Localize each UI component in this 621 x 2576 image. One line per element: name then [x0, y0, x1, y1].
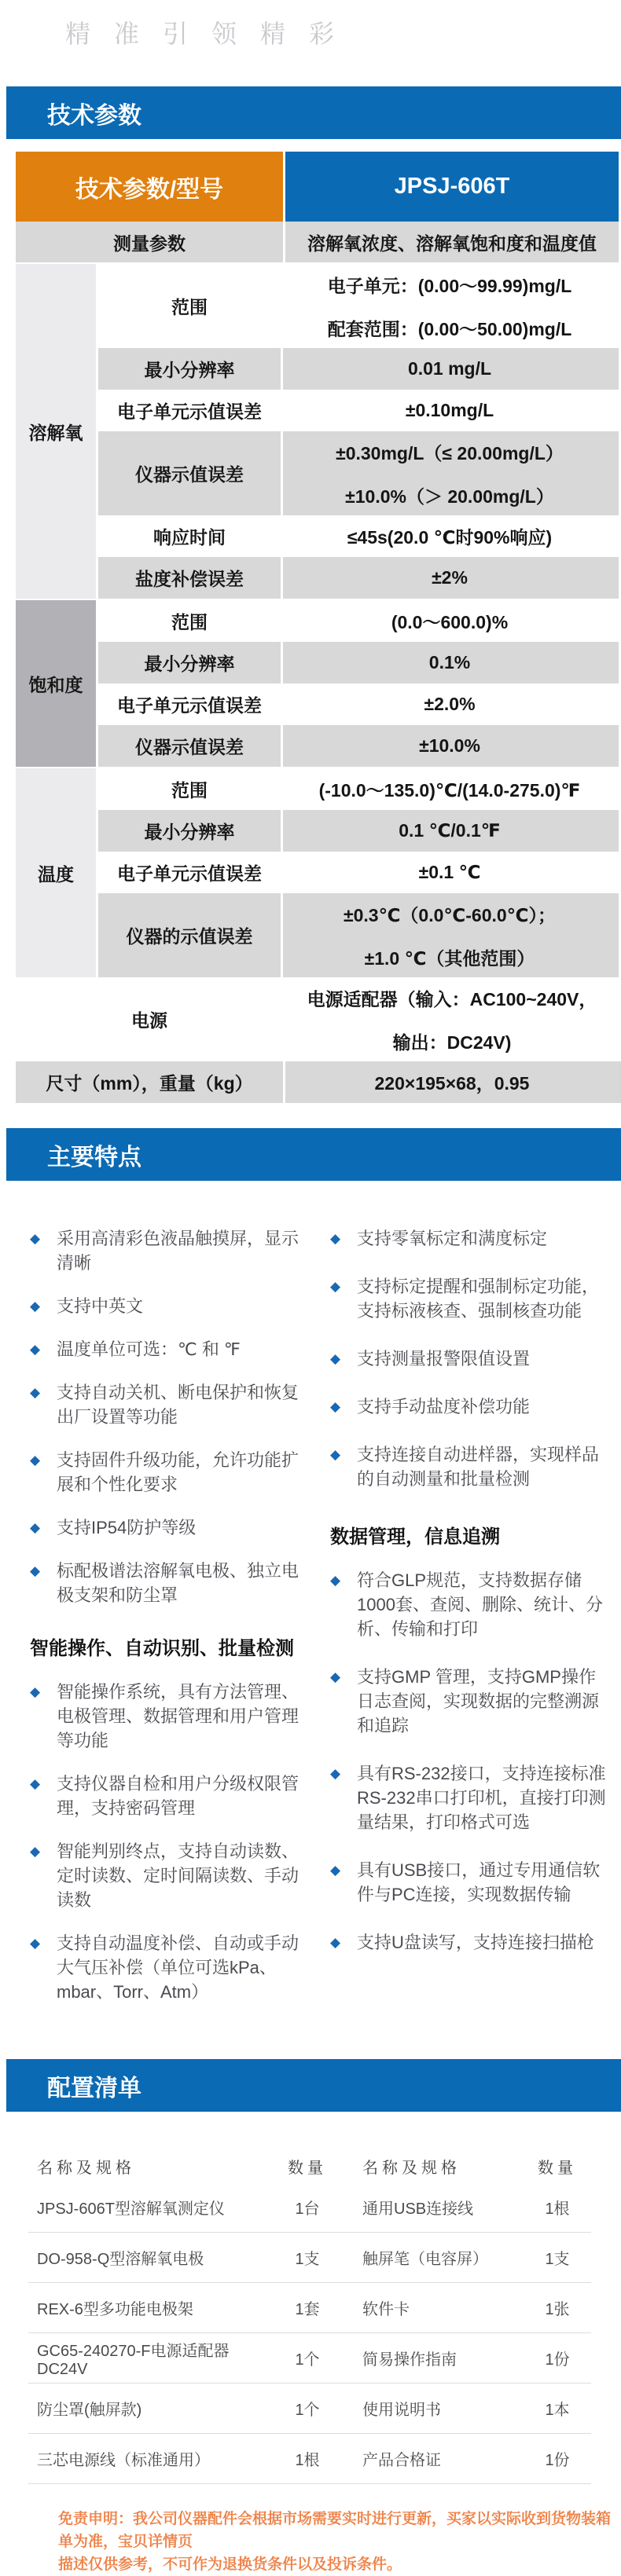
feature-text: 支持标定提醒和强制标定功能，支持标液核查、强制核查功能: [357, 1277, 600, 1321]
config-row: [28, 2333, 591, 2384]
feature-item: [330, 1274, 610, 1323]
diamond-bullet-icon: ◆: [30, 1231, 41, 1246]
spec-row: [98, 852, 619, 893]
feature-text: 标配极谱法溶解氧电极、独立电极支架和防尘罩: [57, 1561, 299, 1605]
config-item-qty: 1套: [295, 2301, 320, 2318]
config-row: [28, 2384, 591, 2434]
feature-text: 支持自动温度补偿、自动或手动大气压补偿（单位可选kPa、mbar、Torr、Atm）: [57, 1933, 299, 2002]
spec-group-rows: [98, 768, 619, 977]
feature-item: [330, 1226, 610, 1251]
diamond-bullet-icon: ◆: [30, 1342, 41, 1357]
spec-value: [283, 683, 616, 725]
spec-row: [16, 977, 621, 1061]
spec-value-line: 输出：DC24V): [392, 1031, 512, 1053]
spec-value: [283, 893, 616, 977]
feature-text: 支持固件升级功能，允许功能扩展和个性化要求: [57, 1450, 299, 1494]
diamond-bullet-icon: ◆: [330, 1399, 341, 1414]
spec-value-line: (0.0～600.0)%: [391, 612, 509, 632]
spec-value: [283, 852, 616, 893]
config-table-header: [28, 2149, 591, 2182]
config-header-cell: 名称及规格: [362, 2159, 461, 2177]
spec-value-line: ±0.1 ℃: [418, 862, 481, 882]
section-title: 技术参数: [47, 102, 141, 129]
spec-group-label: 温度: [16, 768, 98, 977]
config-item-name: 防尘罩(触屏款): [37, 2402, 142, 2419]
feature-item: [330, 1761, 610, 1834]
diamond-bullet-icon: ◆: [330, 1279, 341, 1294]
config-table: [28, 2149, 591, 2484]
spec-value-line: ±10.0%（＞ 20.00mg/L）: [345, 486, 554, 507]
config-row: [28, 2182, 591, 2233]
config-item-qty: 1个: [295, 2402, 320, 2419]
spec-row: [16, 1061, 621, 1103]
spec-table-body: [16, 262, 621, 1103]
spec-value: [283, 768, 616, 810]
diamond-bullet-icon: ◆: [30, 1844, 41, 1859]
spec-value-line: 电源适配器（输入：AC100~240V，: [307, 988, 597, 1010]
spec-value-line: 0.1%: [428, 652, 471, 672]
feature-text: 支持测量报警限值设置: [357, 1349, 531, 1369]
section-bar-config-list: [6, 2059, 621, 2112]
measure-params-value: 溶解氧浓度、溶解氧饱和度和温度值: [285, 222, 619, 262]
spec-value-line: 电子单元：(0.00～99.99)mg/L: [327, 275, 572, 296]
spec-value-line: 0.01 mg/L: [407, 358, 492, 379]
feature-item: [30, 1294, 307, 1318]
spec-value: [283, 348, 616, 390]
spec-value-line: ±0.3℃（0.0℃-60.0℃）；: [343, 904, 557, 925]
spec-param-label: 范围: [98, 768, 283, 810]
diamond-bullet-icon: ◆: [30, 1453, 41, 1468]
spec-value: [283, 390, 616, 431]
diamond-bullet-icon: ◆: [30, 1520, 41, 1535]
spec-value: [283, 431, 616, 515]
diamond-bullet-icon: ◆: [330, 1573, 341, 1588]
spec-row: [98, 390, 619, 431]
config-item-name: 简易操作指南: [362, 2351, 457, 2369]
diamond-bullet-icon: ◆: [30, 1299, 41, 1314]
spec-row: [98, 893, 619, 977]
spec-value: [283, 264, 616, 348]
disclaimer-line1: 免责申明：我公司仪器配件会根据市场需要实时进行更新，买家以实际收到货物装箱单为准，宝贝详情页: [58, 2511, 612, 2550]
feature-text: 支持手动盐度补偿功能: [357, 1397, 531, 1416]
spec-row: [98, 515, 619, 557]
feature-item: [330, 1858, 610, 1907]
spec-header-model: JPSJ-606T: [285, 152, 619, 222]
config-item-name: 使用说明书: [362, 2402, 441, 2419]
spec-value: [283, 725, 616, 767]
spec-row: [98, 431, 619, 515]
spec-param-label: 响应时间: [98, 515, 283, 557]
diamond-bullet-icon: ◆: [330, 1669, 341, 1684]
spec-table: [16, 152, 621, 1103]
spec-row: [98, 810, 619, 852]
feature-item: [330, 1568, 610, 1641]
section-title: 配置清单: [47, 2075, 141, 2101]
feature-text: 支持自动关机、断电保护和恢复出厂设置等功能: [57, 1383, 299, 1427]
spec-value: [283, 515, 616, 557]
spec-value-line: ±0.10mg/L: [405, 400, 494, 420]
spec-value-line: ±10.0%: [419, 735, 480, 756]
spec-row: [98, 264, 619, 348]
spec-group-rows: [98, 264, 619, 599]
config-item-name: DO-958-Q型溶解氧电极: [37, 2251, 204, 2268]
feature-text: 采用高清彩色液晶触摸屏，显示清晰: [57, 1229, 299, 1273]
features-subheading: 智能操作、自动识别、批量检测: [30, 1638, 294, 1659]
feature-item: [30, 1839, 307, 1912]
spec-param-label: 最小分辨率: [98, 642, 283, 683]
spec-row: [98, 557, 619, 599]
config-item-qty: 1张: [545, 2301, 570, 2318]
spec-param-label: 电子单元示值误差: [98, 683, 283, 725]
diamond-bullet-icon: ◆: [330, 1766, 341, 1781]
section-bar-features: [6, 1128, 621, 1181]
section-title: 主要特点: [47, 1144, 141, 1171]
features-column-right: [330, 1226, 610, 2023]
feature-item: [30, 1448, 307, 1497]
config-item-name: 通用USB连接线: [362, 2200, 474, 2218]
spec-value-line: ±1.0 ℃（其他范围）: [364, 947, 535, 969]
spec-row: [98, 683, 619, 725]
spec-param-label: 电子单元示值误差: [98, 390, 283, 431]
feature-item: [30, 1380, 307, 1429]
spec-param-label: 范围: [98, 264, 283, 348]
brand-slogan: 精准引领精彩: [65, 20, 358, 48]
config-item-name: 软件卡: [362, 2301, 410, 2318]
spec-value-line: ±2%: [432, 567, 468, 588]
spec-group: [16, 599, 621, 767]
spec-group: [16, 262, 621, 599]
spec-value-line: ≤45s(20.0 ℃时90%响应): [347, 527, 553, 548]
feature-text: 符合GLP规范，支持数据存储1000套、查阅、删除、统计、分析、传输和打印: [357, 1570, 603, 1639]
config-item-qty: 1支: [295, 2251, 320, 2268]
feature-item: [330, 1347, 610, 1371]
spec-row: [98, 600, 619, 642]
feature-item: [30, 1931, 307, 2004]
spec-value-line: 220×195×68，0.95: [374, 1073, 530, 1094]
disclaimer: [58, 2508, 621, 2576]
spec-value: [283, 642, 616, 683]
diamond-bullet-icon: ◆: [330, 1231, 341, 1246]
feature-text: 具有RS-232接口，支持连接标准RS-232串口打印机，直接打印测量结果，打印格式可选: [357, 1764, 606, 1832]
spec-value-line: 0.1 ℃/0.1℉: [399, 820, 501, 841]
diamond-bullet-icon: ◆: [330, 1935, 341, 1950]
diamond-bullet-icon: ◆: [30, 1385, 41, 1400]
feature-text: 温度单位可选：℃ 和 ℉: [57, 1339, 241, 1359]
spec-value: [283, 810, 616, 852]
feature-item: [330, 1394, 610, 1419]
config-item-name: 产品合格证: [362, 2452, 441, 2469]
spec-value: [283, 600, 616, 642]
feature-text: 智能操作系统，具有方法管理、电极管理、数据管理和用户管理等功能: [57, 1682, 299, 1750]
features-subheading: 数据管理，信息追溯: [330, 1526, 500, 1548]
disclaimer-line2: 描述仅供参考，不可作为退换货条件以及投诉条件。: [58, 2556, 402, 2573]
spec-param-label: 电源: [16, 977, 285, 1061]
feature-text: 智能判别终点，支持自动读数、定时读数、定时间隔读数、手动读数: [57, 1841, 299, 1910]
feature-text: 支持GMP 管理，支持GMP操作日志查阅，实现数据的完整溯源和追踪: [357, 1667, 600, 1735]
spec-table-header: [16, 152, 621, 222]
spec-group-label: 饱和度: [16, 600, 98, 767]
measure-params-label: 测量参数: [16, 222, 285, 262]
feature-item: [30, 1772, 307, 1820]
spec-param-label: 最小分辨率: [98, 348, 283, 390]
feature-item: [30, 1337, 307, 1361]
feature-item: [30, 1226, 307, 1275]
config-item-qty: 1台: [295, 2200, 320, 2218]
spec-value-line: 配套范围：(0.00～50.00)mg/L: [327, 318, 572, 339]
config-item-qty: 1根: [545, 2200, 570, 2218]
measure-params-row: [16, 222, 621, 262]
spec-value: [285, 977, 619, 1061]
spec-param-label: 仪器的示值误差: [98, 893, 283, 977]
spec-param-label: 盐度补偿误差: [98, 557, 283, 599]
config-item-name: 触屏笔（电容屏）: [362, 2251, 488, 2268]
features-column-left: [30, 1226, 307, 2023]
spec-param-label: 仪器示值误差: [98, 725, 283, 767]
spec-group-label: 溶解氧: [16, 264, 98, 599]
config-row: [28, 2283, 591, 2333]
spec-param-label: 尺寸（mm），重量（kg）: [16, 1061, 285, 1103]
config-item-name: 三芯电源线（标准通用）: [37, 2452, 210, 2469]
config-item-qty: 1根: [295, 2452, 320, 2469]
feature-item: [330, 1442, 610, 1491]
spec-param-label: 电子单元示值误差: [98, 852, 283, 893]
feature-item: [30, 1515, 307, 1540]
spec-value-line: ±2.0%: [424, 694, 476, 714]
config-row: [28, 2434, 591, 2484]
feature-text: 支持U盘读写，支持连接扫描枪: [357, 1933, 594, 1952]
feature-text: 支持零氧标定和满度标定: [357, 1229, 548, 1248]
config-item-name: JPSJ-606T型溶解氧测定仪: [37, 2200, 225, 2218]
feature-item: [330, 1930, 610, 1955]
spec-value-line: (-10.0～135.0)℃/(14.0-275.0)℉: [318, 780, 581, 801]
spec-group-rows: [98, 600, 619, 767]
spec-value: [285, 1061, 619, 1103]
config-item-name: REX-6型多功能电极架: [37, 2301, 193, 2318]
config-item-qty: 1个: [295, 2351, 320, 2369]
section-bar-technical-params: [6, 86, 621, 139]
feature-item: [330, 1665, 610, 1738]
config-item-qty: 1支: [545, 2251, 570, 2268]
spec-row: [98, 642, 619, 683]
config-header-cell: 数量: [538, 2159, 577, 2177]
config-row: [28, 2233, 591, 2283]
feature-text: 支持连接自动进样器，实现样品的自动测量和批量检测: [357, 1445, 600, 1489]
config-table-body: [28, 2182, 591, 2484]
diamond-bullet-icon: ◆: [30, 1776, 41, 1791]
features-list: [0, 1226, 621, 2023]
diamond-bullet-icon: ◆: [30, 1936, 41, 1951]
feature-item: [30, 1559, 307, 1607]
config-header-cell: 名称及规格: [37, 2159, 135, 2177]
diamond-bullet-icon: ◆: [30, 1563, 41, 1578]
diamond-bullet-icon: ◆: [330, 1447, 341, 1462]
spec-param-label: 范围: [98, 600, 283, 642]
feature-item: [30, 1680, 307, 1753]
diamond-bullet-icon: ◆: [330, 1863, 341, 1878]
spec-header-label: 技术参数/型号: [16, 152, 285, 222]
spec-value: [283, 557, 616, 599]
spec-value-line: ±0.30mg/L（≤ 20.00mg/L）: [336, 442, 564, 464]
config-header-cell: 数量: [288, 2159, 327, 2177]
spec-row: [98, 348, 619, 390]
spec-param-label: 最小分辨率: [98, 810, 283, 852]
diamond-bullet-icon: ◆: [30, 1684, 41, 1699]
spec-param-label: 仪器示值误差: [98, 431, 283, 515]
feature-text: 支持中英文: [57, 1296, 144, 1316]
spec-row: [98, 768, 619, 810]
feature-text: 支持IP54防护等级: [57, 1518, 197, 1537]
spec-group: [16, 767, 621, 977]
config-item-qty: 1份: [545, 2452, 570, 2469]
feature-text: 具有USB接口，通过专用通信软件与PC连接，实现数据传输: [357, 1860, 601, 1904]
diamond-bullet-icon: ◆: [330, 1351, 341, 1366]
config-item-qty: 1本: [545, 2402, 570, 2419]
config-item-qty: 1份: [545, 2351, 570, 2369]
feature-text: 支持仪器自检和用户分级权限管理，支持密码管理: [57, 1774, 299, 1818]
spec-row: [98, 725, 619, 767]
config-item-name: GC65-240270-F电源适配器DC24V: [37, 2342, 230, 2378]
